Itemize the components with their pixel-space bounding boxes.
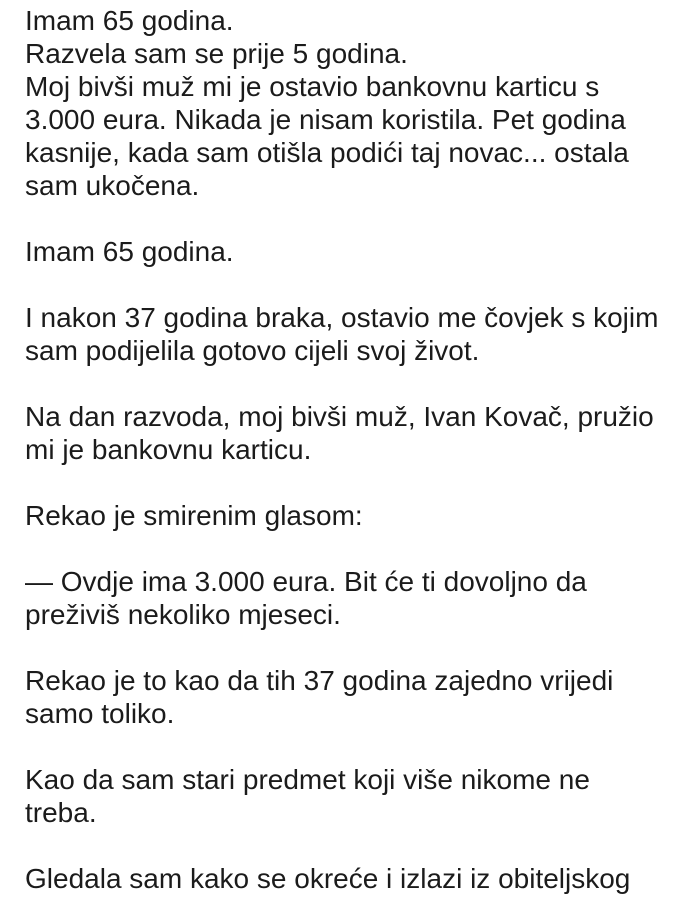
text-line: sam podijelila gotovo cijeli svoj život. bbox=[25, 335, 480, 366]
paragraph bbox=[25, 301, 670, 367]
text-line: Gledala sam kako se okreće i izlazi iz obiteljskog bbox=[25, 863, 631, 894]
text-line: 3.000 eura. Nikada je nisam koristila. Pet godina bbox=[25, 104, 626, 135]
paragraph bbox=[25, 763, 670, 829]
text-line: preživiš nekoliko mjeseci. bbox=[25, 599, 341, 630]
text-line: Rekao je smirenim glasom: bbox=[25, 500, 363, 531]
text-line: — Ovdje ima 3.000 eura. Bit će ti dovoljno da bbox=[25, 566, 587, 597]
paragraph bbox=[25, 862, 670, 895]
text-line: mi je bankovnu karticu. bbox=[25, 434, 312, 465]
text-line: Moj bivši muž mi je ostavio bankovnu karticu s bbox=[25, 71, 600, 102]
paragraph bbox=[25, 4, 670, 202]
text-line: Razvela sam se prije 5 godina. bbox=[25, 38, 408, 69]
text-line: Imam 65 godina. bbox=[25, 236, 234, 267]
text-line: Rekao je to kao da tih 37 godina zajedno vrijedi bbox=[25, 665, 614, 696]
paragraph bbox=[25, 499, 670, 532]
text-line: Kao da sam stari predmet koji više nikome ne bbox=[25, 764, 590, 795]
paragraph bbox=[25, 664, 670, 730]
text-line: Imam 65 godina. bbox=[25, 5, 234, 36]
text-line: samo toliko. bbox=[25, 698, 175, 729]
text-line: I nakon 37 godina braka, ostavio me čovjek s kojim bbox=[25, 302, 659, 333]
text-line: sam ukočena. bbox=[25, 170, 200, 201]
paragraph bbox=[25, 565, 670, 631]
paragraph bbox=[25, 400, 670, 466]
text-line: treba. bbox=[25, 797, 97, 828]
paragraph bbox=[25, 235, 670, 268]
text-line: kasnije, kada sam otišla podići taj novac... ostala bbox=[25, 137, 629, 168]
text-line: Na dan razvoda, moj bivši muž, Ivan Kovač, pružio bbox=[25, 401, 654, 432]
